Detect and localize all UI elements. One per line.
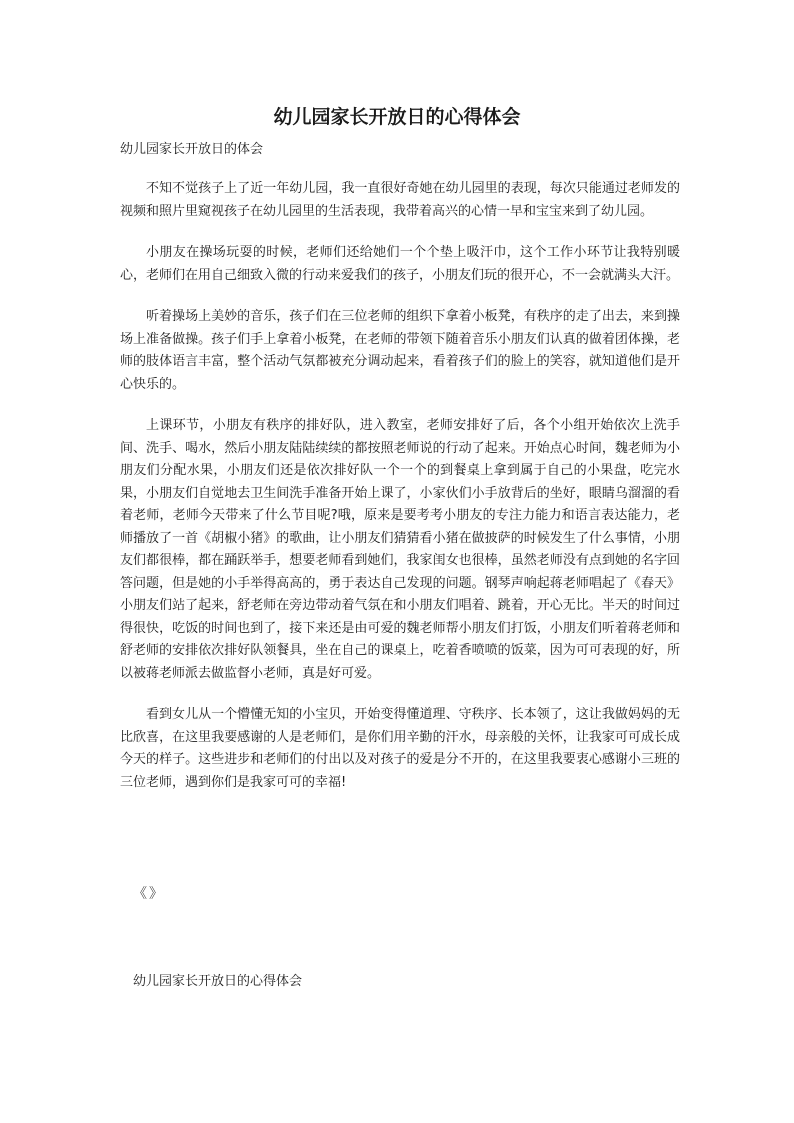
paragraph: 不知不觉孩子上了近一年幼儿园，我一直很好奇她在幼儿园里的表现，每次只能通过老师发的视频和照片里窥视孩子在幼儿园里的生活表现，我带着高兴的心情一早和宝宝来到了幼儿园。	[120, 181, 680, 219]
paragraph: 上课环节，小朋友有秩序的排好队，进入教室，老师安排好了后，各个小组开始依次上洗手间、洗手、喝水，然后小朋友陆陆续续的都按照老师说的行动了起来。开始点心时间，魏老师为小朋友们分配水果，小朋友们还是依次排好队一个一个的到餐桌上拿到属于自己的小果盘，吃完水果，小朋友们自觉地去卫生间洗手准备开始上课了，小家伙们小手放背后的坐好，眼睛乌溜溜的看着老师，老师今天带来了什么节目呢?哦，原来是要考考小朋友的专注力能力和语言表达能力，老师播放了一首《胡椒小猪》的歌曲，让小朋友们猜猜看小猪在做披萨的时候发生了什么事情，小朋友们都很棒，都在踊跃举手，想要老师看到她们，我家闺女也很棒，虽然老师没有点到她的名字回答问题，但是她的小手举得高高的，勇于表达自己发现的问题。钢琴声响起蒋老师唱起了《春天》 小朋友们站了起来，舒老师在旁边带动着气氛在和小朋友们唱着、跳着，开心无比。半天的时间过得很快，吃饭的时间也到了，接下来还是由可爱的魏老师帮小朋友们打饭，小朋友们听着蒋老师和舒老师的安排依次排好队领餐具，坐在自己的课桌上，吃着香喷喷的饭菜，因为可可表现的好，所以被蒋老师派去做监督小老师，真是好可爱。	[120, 418, 680, 681]
document-body	[120, 178, 680, 812]
quote-marks: 《》	[133, 886, 165, 902]
document-subtitle: 幼儿园家长开放日的体会	[120, 142, 264, 157]
paragraph: 小朋友在操场玩耍的时候，老师们还给她们一个个垫上吸汗巾，这个工作小环节让我特别暖心，老师们在用自己细致入微的行动来爱我们的孩子，小朋友们玩的很开心，不一会就满头大汗。	[120, 245, 680, 283]
document-title: 幼儿园家长开放日的心得体会	[273, 106, 521, 128]
paragraph: 听着操场上美妙的音乐，孩子们在三位老师的组织下拿着小板凳，有秩序的走了出去，来到操场上准备做操。孩子们手上拿着小板凳，在老师的带领下随着音乐小朋友们认真的做着团体操，老师的肢体语言丰富，整个活动气氛都被充分调动起来，看着孩子们的脸上的笑容，就知道他们是开心快乐的。	[120, 309, 680, 392]
paragraph: 看到女儿从一个懵懂无知的小宝贝，开始变得懂道理、守秩序、长本领了，这让我做妈妈的无比欣喜，在这里我要感谢的人是老师们，是你们用辛勤的汗水，母亲般的关怀，让我家可可成长成今天的样子。这些进步和老师们的付出以及对孩子的爱是分不开的，在这里我要衷心感谢小三班的三位老师，遇到你们是我家可可的幸福!	[120, 707, 680, 790]
footer-title: 幼儿园家长开放日的心得体会	[133, 974, 303, 989]
